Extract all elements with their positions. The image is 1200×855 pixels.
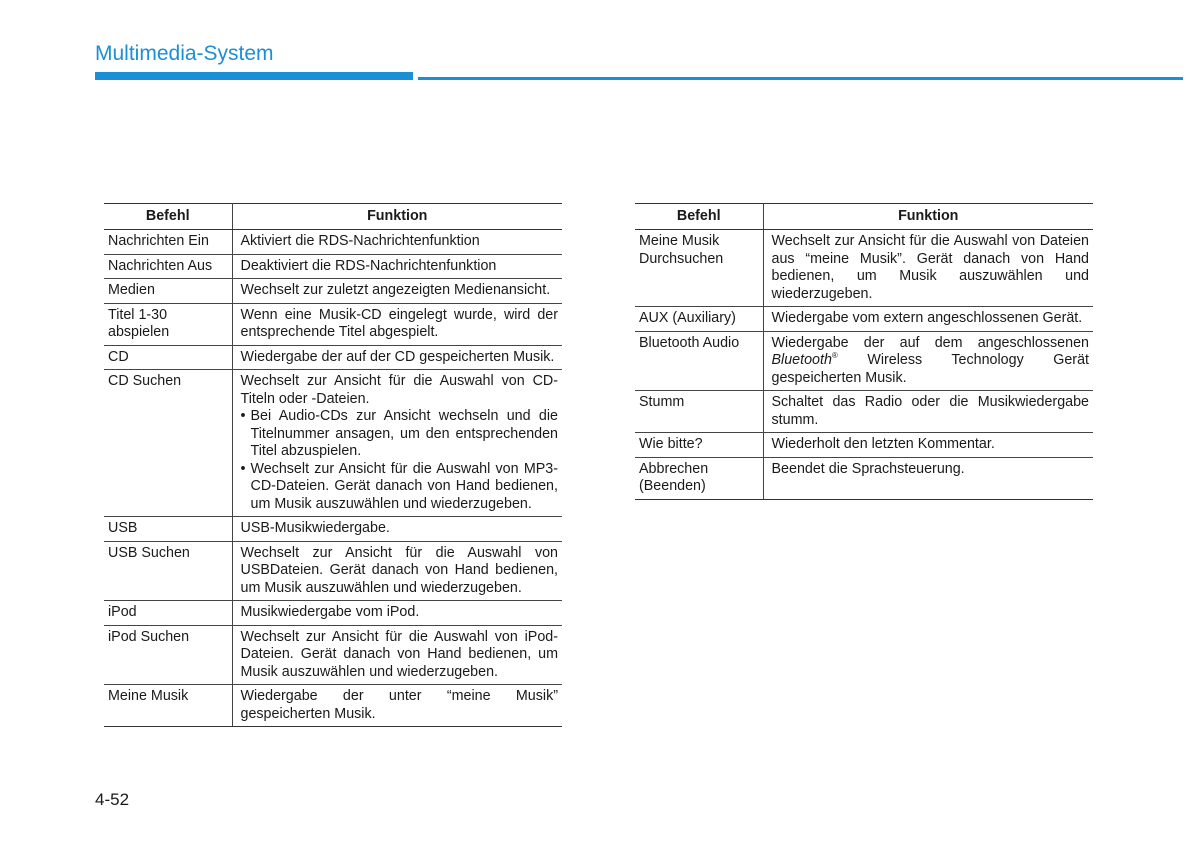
voice-command-table-left xyxy=(104,203,562,727)
function-cell: Musikwiedergabe vom iPod. xyxy=(232,601,562,626)
command-cell: Medien xyxy=(104,279,232,304)
command-cell: CD Suchen xyxy=(104,370,232,517)
command-cell: Nachrichten Ein xyxy=(104,230,232,255)
table-header-row xyxy=(104,204,562,230)
function-text: Wiedergabe der auf dem angeschlossenen xyxy=(771,334,1089,351)
table-row xyxy=(635,391,1093,433)
function-cell xyxy=(232,370,562,517)
command-cell: Meine Musik xyxy=(104,685,232,727)
voice-command-table-right xyxy=(635,203,1093,500)
function-cell: Beendet die Sprachsteuerung. xyxy=(763,457,1093,499)
command-cell: Wie bitte? xyxy=(635,433,763,458)
column-header-function: Funktion xyxy=(232,204,562,230)
table-row xyxy=(104,303,562,345)
function-cell: Wenn eine Musik-CD eingelegt wurde, wird der entsprechende Titel abgespielt. xyxy=(232,303,562,345)
table-row xyxy=(104,279,562,304)
table-row xyxy=(104,370,562,517)
table-row xyxy=(104,254,562,279)
bullet-item: • Bei Audio-CDs zur Ansicht wechseln und die Titelnummer ansagen, um den entsprechenden Titel abzuspielen. xyxy=(241,408,559,461)
command-cell: Bluetooth Audio xyxy=(635,331,763,391)
command-cell: AUX (Auxiliary) xyxy=(635,307,763,332)
command-cell: Meine Musik Durchsuchen xyxy=(635,230,763,307)
function-cell: Schaltet das Radio oder die Musikwiedergabe stumm. xyxy=(763,391,1093,433)
command-cell: iPod xyxy=(104,601,232,626)
bullet-list xyxy=(241,408,559,513)
function-cell xyxy=(763,331,1093,391)
function-cell: Wechselt zur Ansicht für die Auswahl von iPod-Dateien. Gerät danach von Hand bedienen, um Musik auszuwählen und wiederzugeben. xyxy=(232,625,562,685)
column-header-function: Funktion xyxy=(763,204,1093,230)
section-title: Multimedia-System xyxy=(95,42,274,65)
function-cell: Wiederholt den letzten Kommentar. xyxy=(763,433,1093,458)
function-text: Wechselt zur Ansicht für die Auswahl von CD-Titeln oder -Dateien. xyxy=(240,373,558,407)
table-row xyxy=(635,230,1093,307)
bullet-item: • Wechselt zur Ansicht für die Auswahl von MP3-CD-Dateien. Gerät danach von Hand bedienen, um Musik auszuwählen und wiederzugeben. xyxy=(241,461,559,514)
table-row xyxy=(104,230,562,255)
header-rule-thick xyxy=(95,72,413,80)
function-cell: Wiedergabe der auf der CD gespeicherten Musik. xyxy=(232,345,562,370)
column-header-command: Befehl xyxy=(635,204,763,230)
function-cell: USB-Musikwiedergabe. xyxy=(232,517,562,542)
function-cell: Aktiviert die RDS-Nachrichtenfunktion xyxy=(232,230,562,255)
function-cell: Deaktiviert die RDS-Nachrichtenfunktion xyxy=(232,254,562,279)
table-row xyxy=(635,307,1093,332)
function-cell: Wiedergabe vom extern angeschlossenen Gerät. xyxy=(763,307,1093,332)
table-row xyxy=(104,541,562,601)
header-rule-thin xyxy=(418,77,1183,80)
command-cell: USB Suchen xyxy=(104,541,232,601)
table-row xyxy=(635,433,1093,458)
bluetooth-brand: Bluetooth xyxy=(771,352,832,368)
table-header-row xyxy=(635,204,1093,230)
command-cell: iPod Suchen xyxy=(104,625,232,685)
table-row xyxy=(104,685,562,727)
table-row xyxy=(635,331,1093,391)
column-header-command: Befehl xyxy=(104,204,232,230)
table-row xyxy=(104,517,562,542)
command-cell: Nachrichten Aus xyxy=(104,254,232,279)
page-number: 4-52 xyxy=(95,790,130,809)
table-row xyxy=(104,625,562,685)
function-cell: Wechselt zur Ansicht für die Auswahl von USBDateien. Gerät danach von Hand bedienen, um Musik auszuwählen und wiederzugeben. xyxy=(232,541,562,601)
registered-mark: ® xyxy=(831,351,838,361)
table-row xyxy=(104,601,562,626)
command-cell: CD xyxy=(104,345,232,370)
command-cell: Abbrechen (Beenden) xyxy=(635,457,763,499)
command-cell: Titel 1-30 abspielen xyxy=(104,303,232,345)
function-cell: Wechselt zur zuletzt angezeigten Medienansicht. xyxy=(232,279,562,304)
function-cell: Wechselt zur Ansicht für die Auswahl von Dateien aus “meine Musik”. Gerät danach von Hand bedienen, um Musik auszuwählen und wiederzugeben. xyxy=(763,230,1093,307)
command-cell: USB xyxy=(104,517,232,542)
table-row xyxy=(104,345,562,370)
table-row xyxy=(635,457,1093,499)
function-cell: Wiedergabe der unter “meine Musik” gespeicherten Musik. xyxy=(232,685,562,727)
command-cell: Stumm xyxy=(635,391,763,433)
function-text: Wireless Technology Gerät gespeicherten Musik. xyxy=(771,352,1089,386)
